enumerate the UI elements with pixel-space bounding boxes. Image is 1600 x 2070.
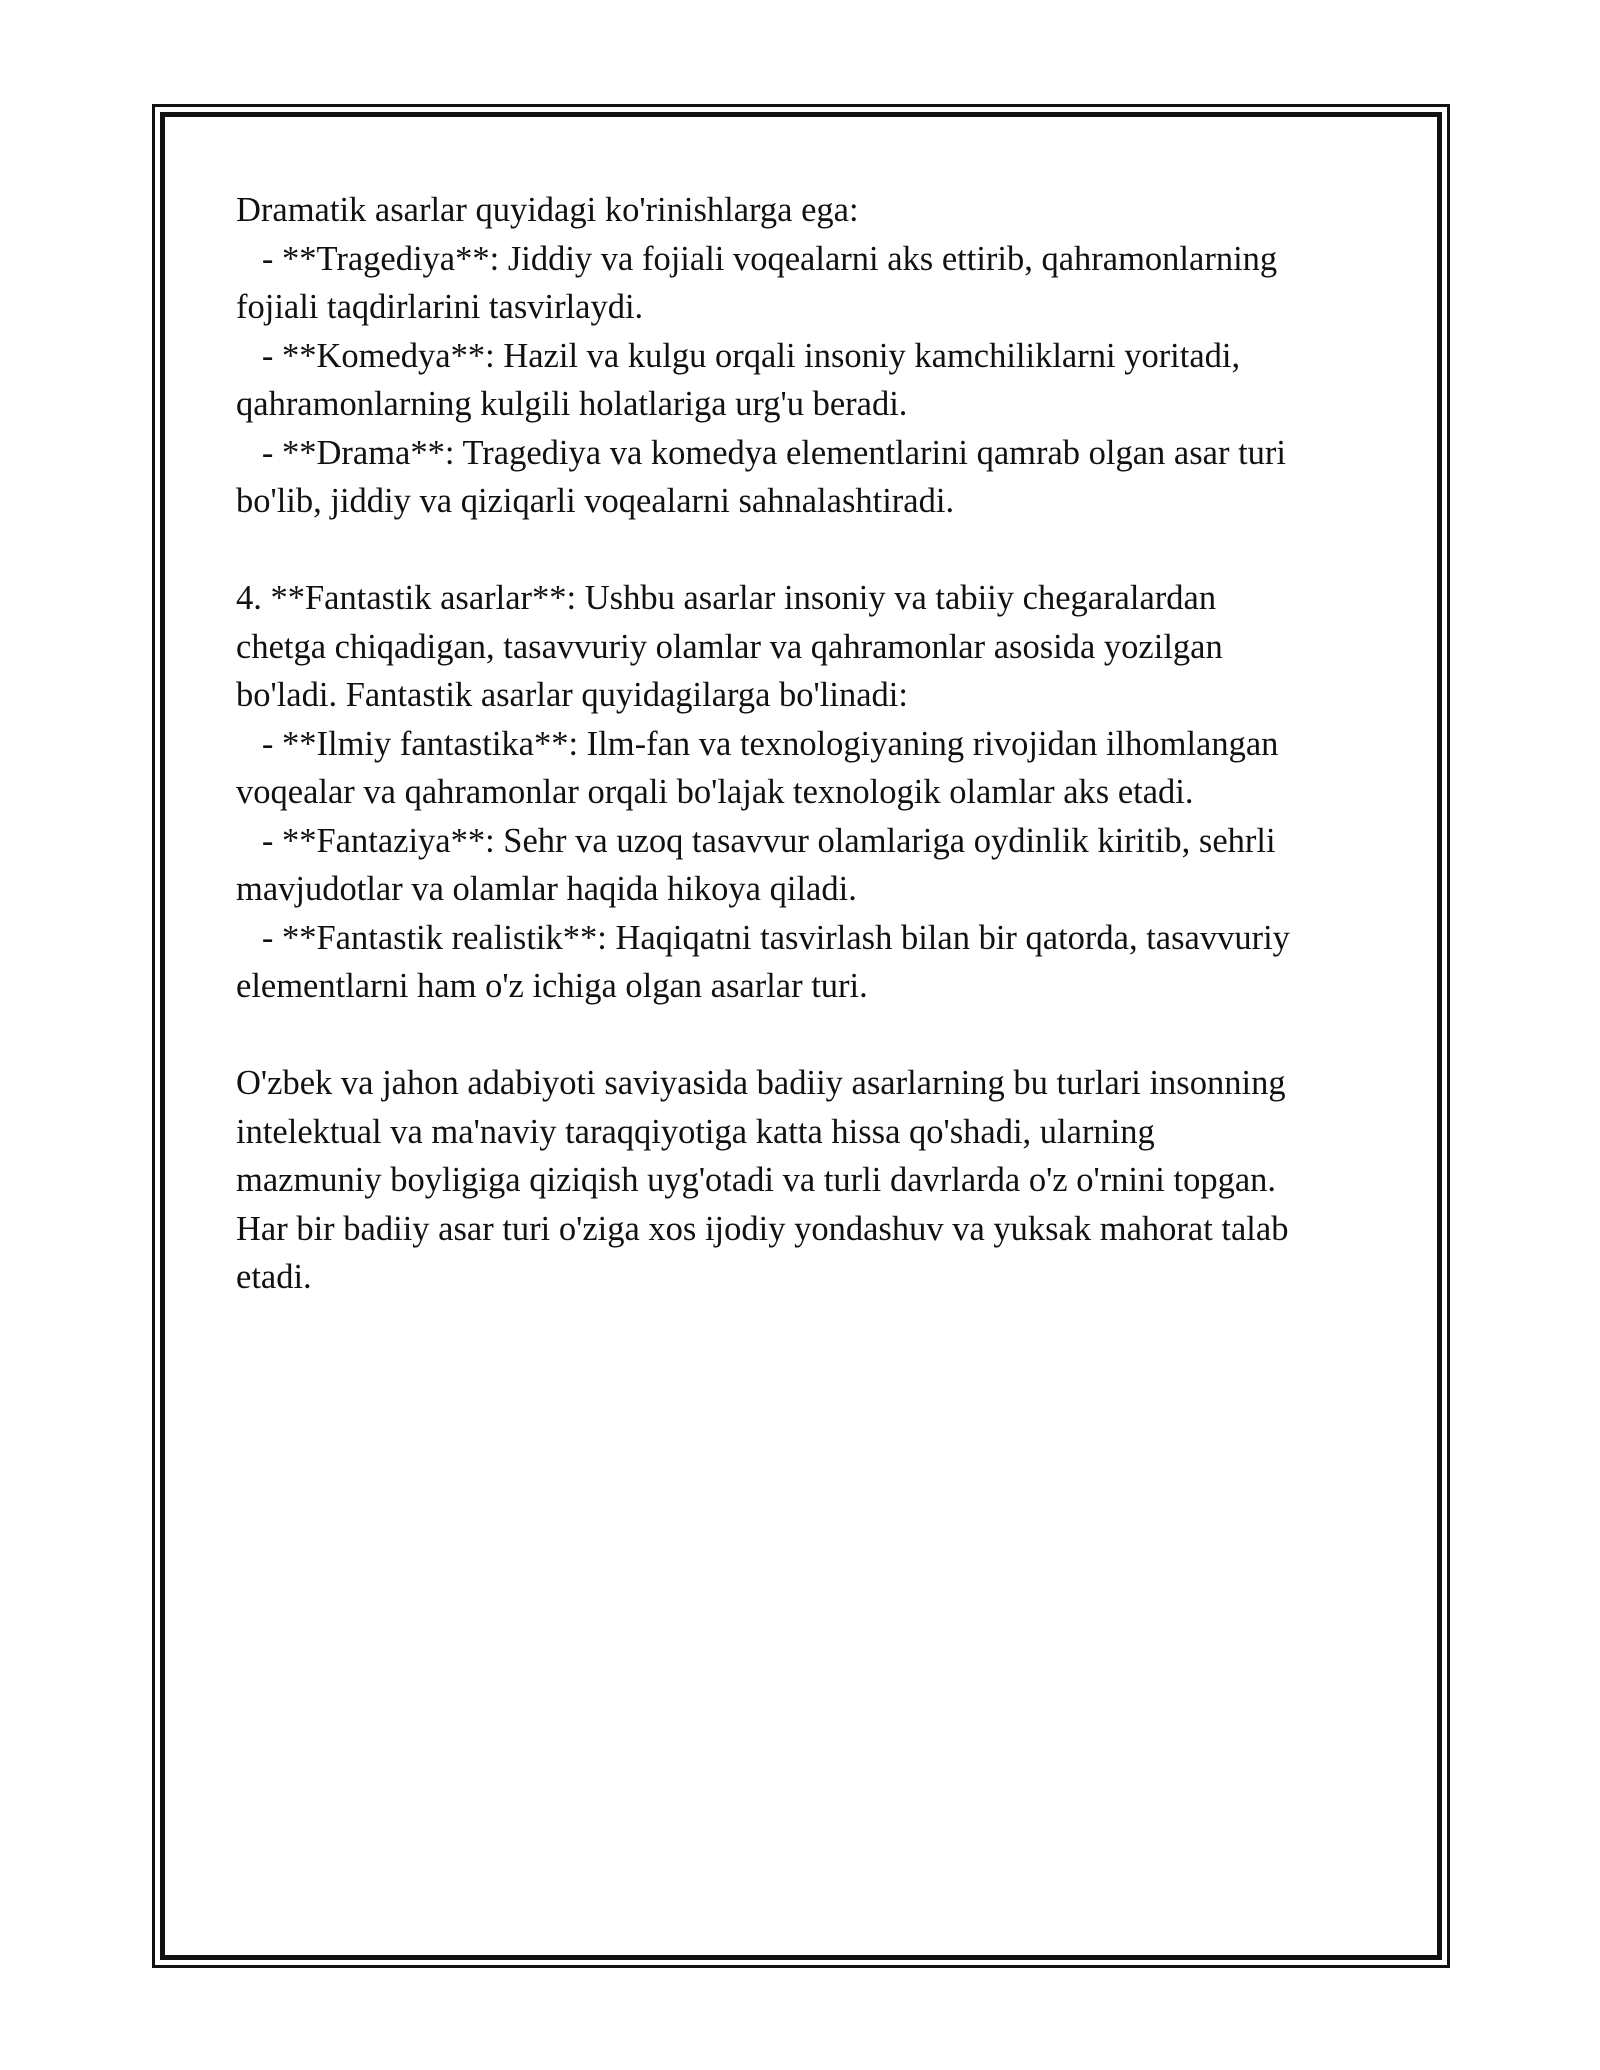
text-line: bo'lib, jiddiy va qiziqarli voqealarni sahnalashtiradi. — [236, 482, 955, 520]
text-line: - **Fantaziya**: Sehr va uzoq tasavvur olamlariga oydinlik kiritib, sehrli — [236, 821, 1276, 860]
text-line: etadi. — [236, 1258, 312, 1296]
text-line: mazmuniy boyligiga qiziqish uyg'otadi va turli davrlarda o'z o'rnini topgan. — [236, 1161, 1277, 1199]
text-line: 4. **Fantastik asarlar**: Ushbu asarlar insoniy va tabiiy chegaralardan — [236, 579, 1217, 617]
text-line: intelektual va ma'naviy taraqqiyotiga katta hissa qo'shadi, ularning — [236, 1112, 1155, 1151]
text-line: elementlarni ham o'z ichiga olgan asarlar turi. — [236, 967, 868, 1005]
document-body — [236, 186, 1366, 1302]
blank-line — [236, 526, 1366, 575]
text-line: Har bir badiiy asar turi o'ziga xos ijodiy yondashuv va yuksak mahorat talab — [236, 1209, 1289, 1248]
text-line: qahramonlarning kulgili holatlariga urg'u beradi. — [236, 385, 908, 423]
text-line: - **Ilmiy fantastika**: Ilm-fan va texnologiyaning rivojidan ilhomlangan — [236, 724, 1279, 763]
text-line: bo'ladi. Fantastik asarlar quyidagilarga bo'linadi: — [236, 676, 908, 714]
text-line: - **Fantastik realistik**: Haqiqatni tasvirlash bilan bir qatorda, tasavvuriy — [236, 918, 1290, 957]
text-line: - **Komedya**: Hazil va kulgu orqali insoniy kamchiliklarni yoritadi, — [236, 336, 1241, 375]
text-line: voqealar va qahramonlar orqali bo'lajak texnologik olamlar aks etadi. — [236, 773, 1194, 811]
text-line: fojiali taqdirlarini tasvirlaydi. — [236, 288, 644, 326]
text-line: - **Tragediya**: Jiddiy va fojiali voqealarni aks ettirib, qahramonlarning — [236, 239, 1278, 278]
blank-line — [236, 1011, 1366, 1060]
text-line: O'zbek va jahon adabiyoti saviyasida badiiy asarlarning bu turlari insonning — [236, 1064, 1286, 1102]
text-line: mavjudotlar va olamlar haqida hikoya qiladi. — [236, 870, 857, 908]
text-line: chetga chiqadigan, tasavvuriy olamlar va qahramonlar asosida yozilgan — [236, 627, 1223, 666]
text-line: Dramatik asarlar quyidagi ko'rinishlarga ega: — [236, 191, 859, 229]
text-line: - **Drama**: Tragediya va komedya elementlarini qamrab olgan asar turi — [236, 433, 1287, 472]
